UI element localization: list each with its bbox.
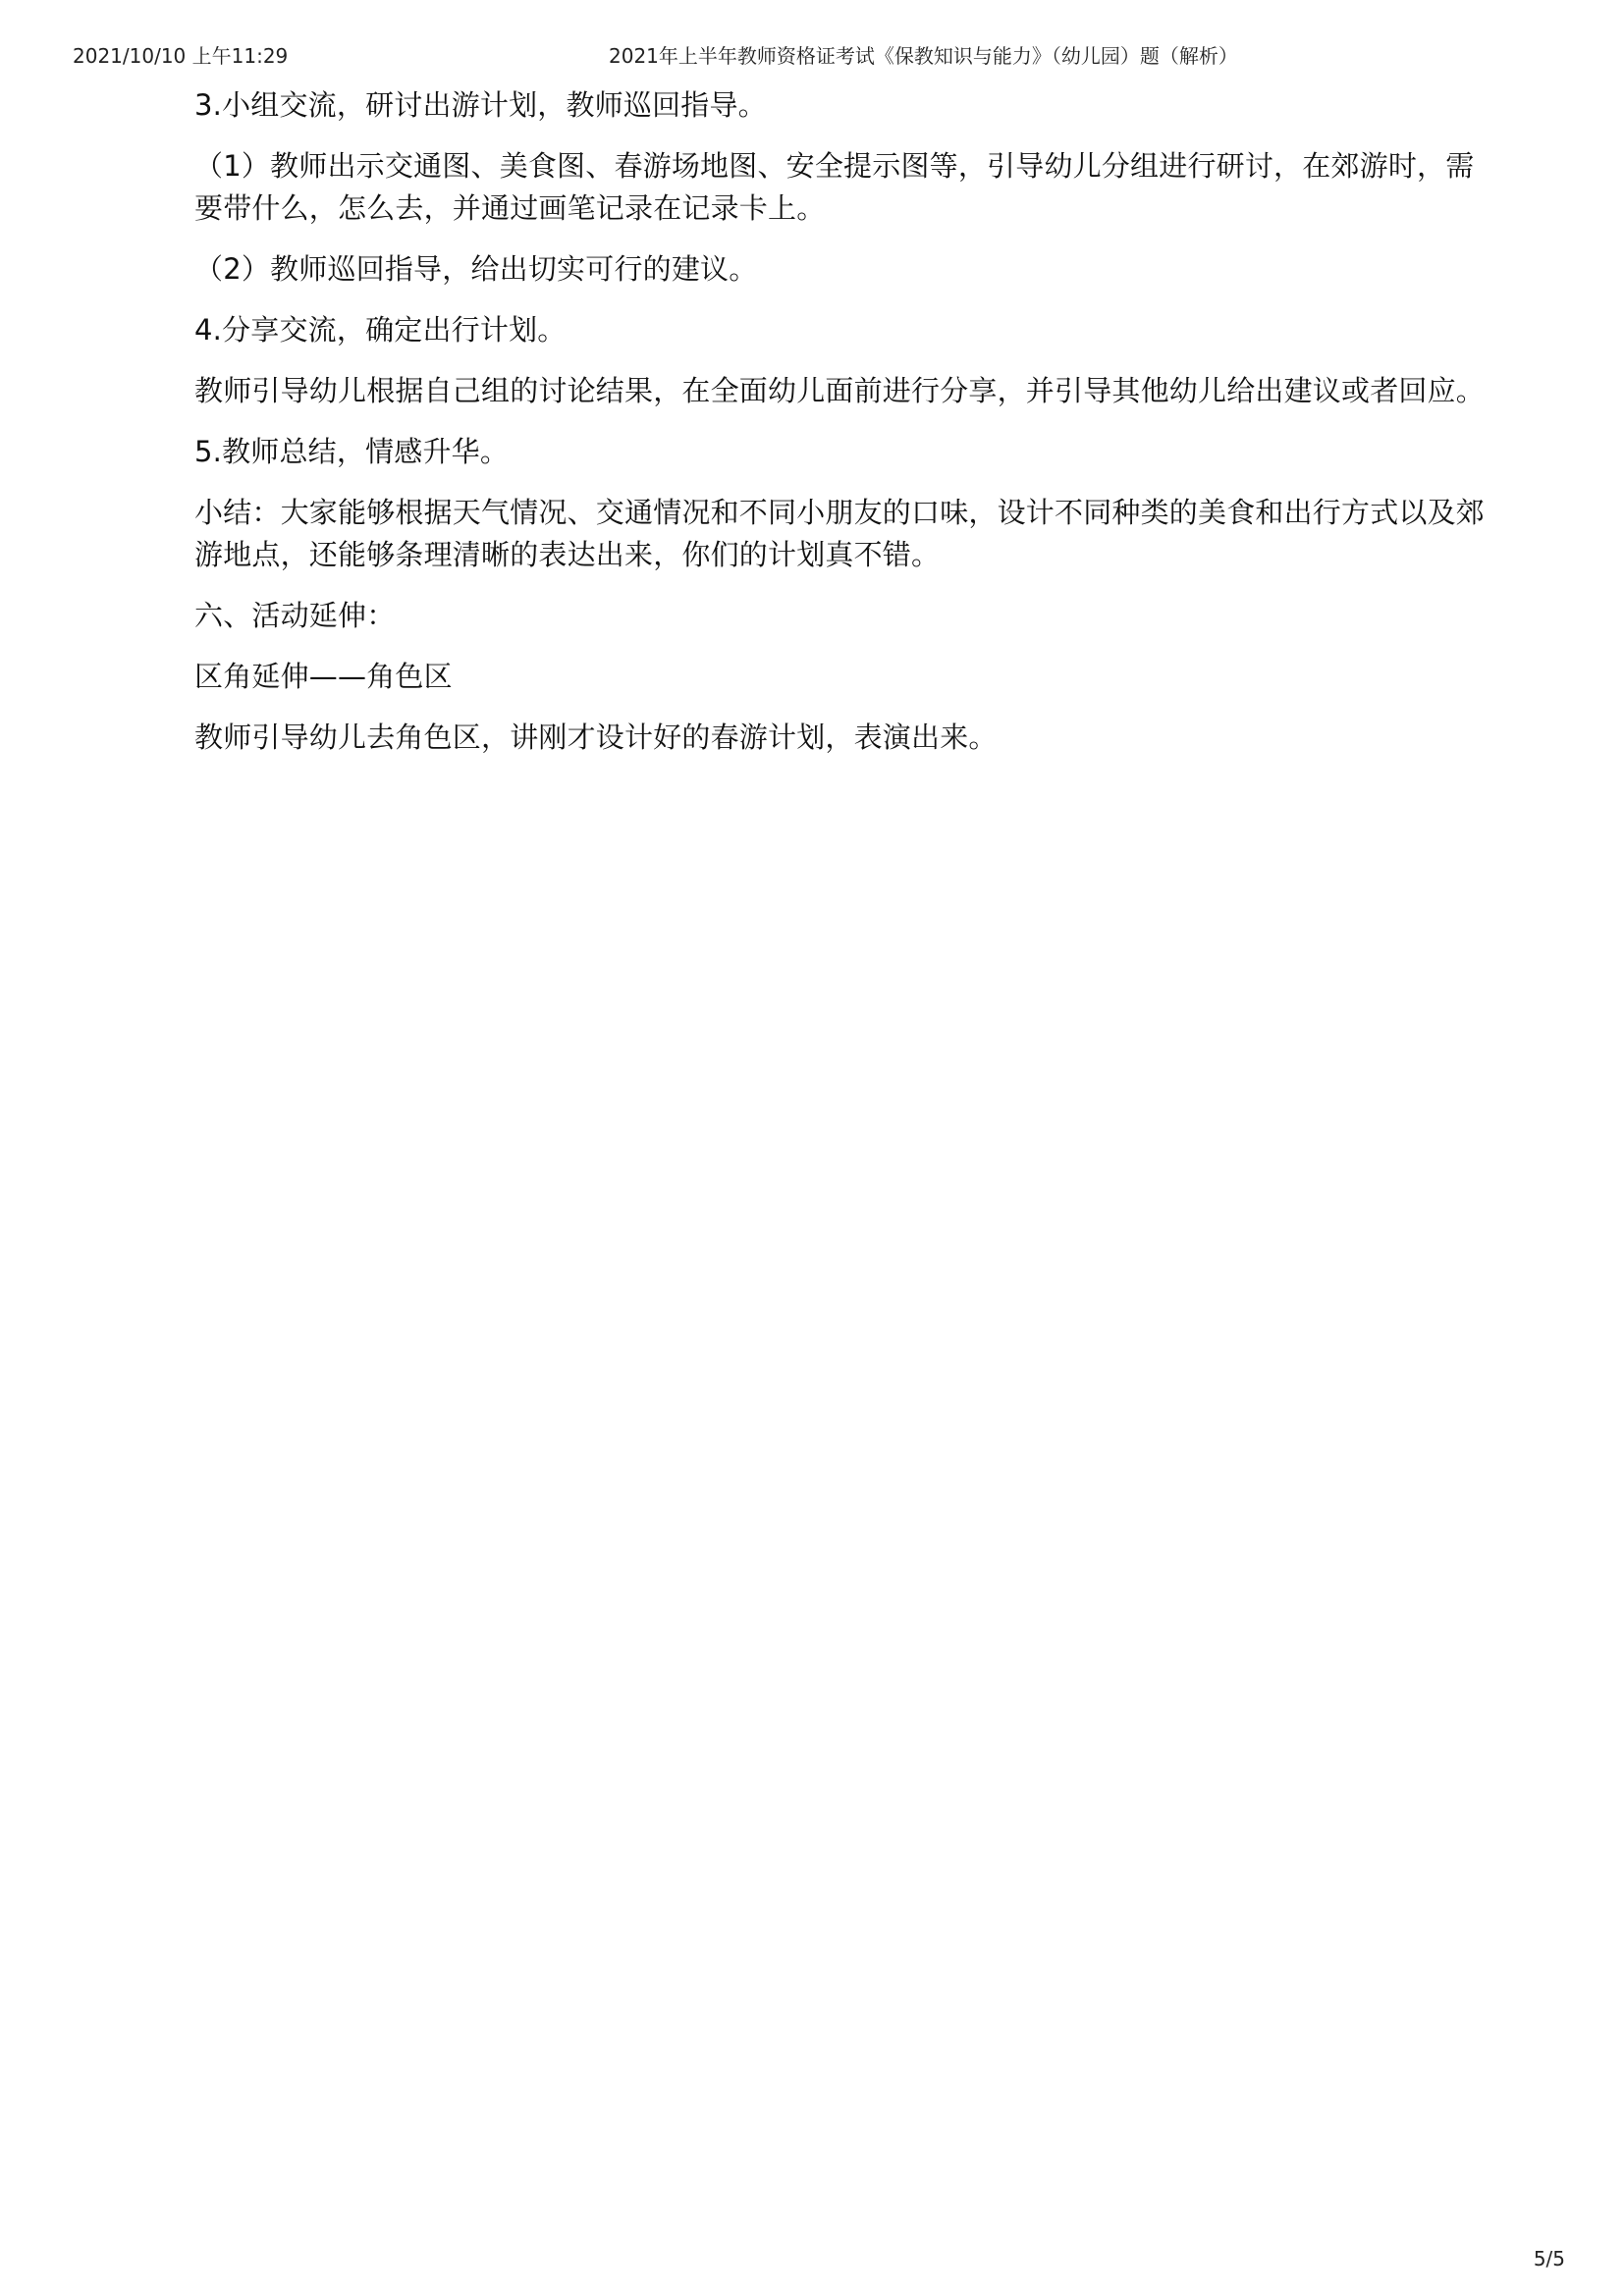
paragraph-step-4-detail: 教师引导幼儿根据自己组的讨论结果，在全面幼儿面前进行分享，并引导其他幼儿给出建议或者回应。: [194, 374, 1486, 407]
paragraph-step-5: 5.教师总结，情感升华。: [194, 435, 510, 468]
page-number: 5/5: [1533, 2247, 1565, 2270]
paragraph-step-4: 4.分享交流，确定出行计划。: [194, 313, 567, 347]
print-datetime: 2021/10/10 上午11:29: [73, 44, 289, 68]
document-body: [194, 84, 1490, 777]
paragraph-extension-detail: 教师引导幼儿去角色区，讲刚才设计好的春游计划，表演出来。: [194, 721, 998, 754]
print-header: [0, 41, 1624, 71]
paragraph-step-3-2: （2）教师巡回指导，给出切实可行的建议。: [194, 252, 758, 286]
section-heading-extension: 六、活动延伸：: [194, 599, 396, 632]
paragraph-step-3: 3.小组交流，研讨出游计划，教师巡回指导。: [194, 88, 767, 122]
paragraph-summary: 小结：大家能够根据天气情况、交通情况和不同小朋友的口味，设计不同种类的美食和出行方式以及郊游地点，还能够条理清晰的表达出来，你们的计划真不错。: [194, 496, 1486, 571]
paragraph-extension-area: 区角延伸——角色区: [194, 660, 453, 693]
paragraph-step-3-1: （1）教师出示交通图、美食图、春游场地图、安全提示图等，引导幼儿分组进行研讨，在郊游时，需要带什么，怎么去，并通过画笔记录在记录卡上。: [194, 149, 1475, 225]
document-title: 2021年上半年教师资格证考试《保教知识与能力》（幼儿园）题（解析）: [609, 44, 1238, 68]
